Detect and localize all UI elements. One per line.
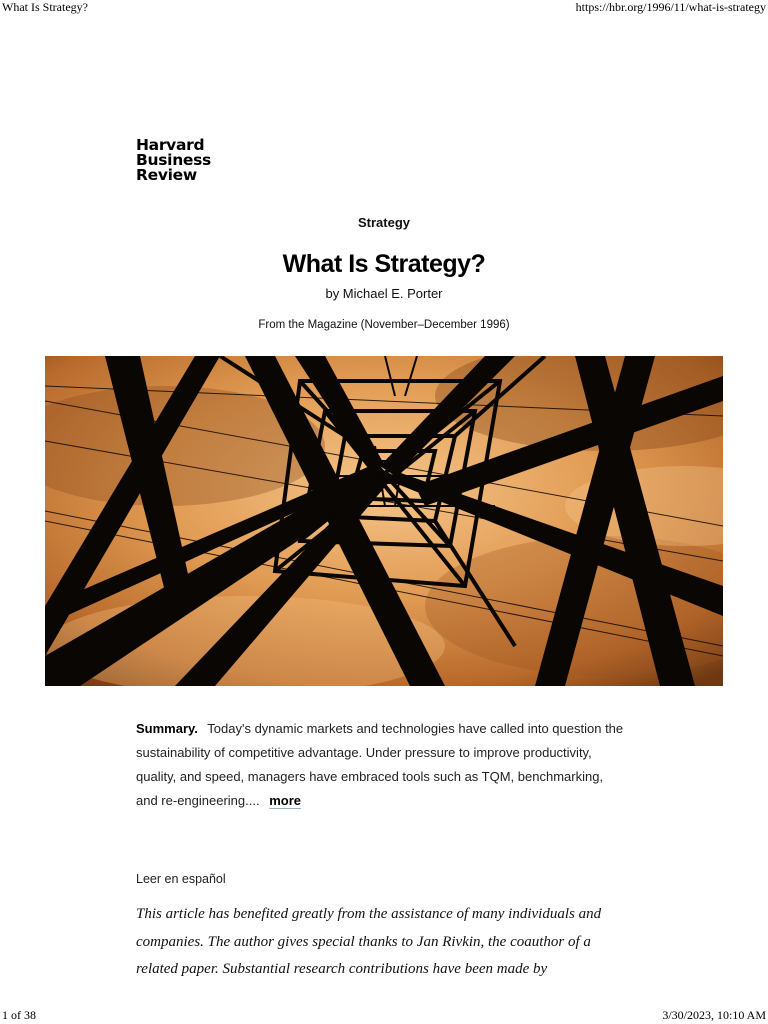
print-timestamp: 3/30/2023, 10:10 AM — [662, 1008, 766, 1022]
print-page-title: What Is Strategy? — [2, 0, 88, 14]
print-url: https://hbr.org/1996/11/what-is-strategy — [575, 0, 766, 14]
logo-line-harvard: Harvard — [136, 136, 205, 154]
tower-illustration — [45, 356, 723, 686]
summary-text: Today's dynamic markets and technologies have called into question the sustainability of competitive advantage. Under pressure to improve productivity, quality, and speed, managers have embraced tools such as TQM, benchmarking, and re-engineering.... — [136, 721, 624, 808]
topic-link[interactable]: Strategy — [357, 215, 411, 230]
more-link[interactable]: more — [269, 793, 302, 808]
logo-line-business: Business — [136, 151, 211, 169]
hero-image — [45, 356, 723, 686]
logo-line-review: Review — [136, 166, 197, 184]
article-intro-text: This article has benefited greatly from the assistance of many individuals and companies. The author gives special thanks to Jan Rivkin, the coauthor of a related paper. Substantial research contributions have been made by — [136, 906, 602, 977]
summary-label: Summary. — [136, 721, 198, 736]
article-title: What Is Strategy? — [282, 250, 486, 278]
print-footer — [0, 1008, 768, 1024]
print-page-count: 1 of 38 — [2, 1008, 36, 1022]
spanish-translation-link[interactable]: Leer en español — [136, 872, 226, 886]
hbr-logo[interactable] — [136, 138, 211, 183]
article-byline: by Michael E. Porter — [325, 286, 443, 301]
article-summary — [136, 717, 626, 813]
magazine-source: From the Magazine (November–December 1996) — [258, 319, 510, 331]
print-header — [0, 0, 768, 16]
